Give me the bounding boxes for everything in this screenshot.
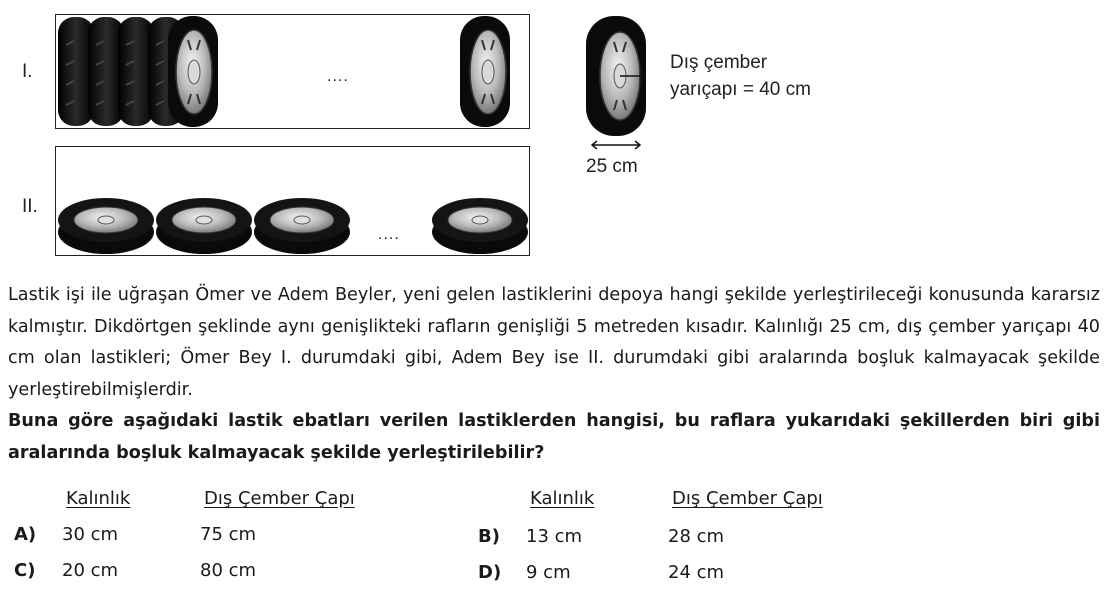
header-thickness-right: Kalınlık (530, 488, 595, 509)
thickness-label: 25 cm (586, 156, 638, 177)
header-diameter-right: Dış Çember Çapı (672, 488, 823, 509)
standing-tire (58, 17, 184, 126)
case-1-ellipsis: .... (327, 68, 349, 85)
header-thickness-left: Kalınlık (66, 488, 131, 509)
option-a-diameter: 75 cm (200, 524, 257, 545)
lying-tire (156, 198, 252, 254)
problem-paragraph: Lastik işi ile uğraşan Ömer ve Adem Beyler, yeni gelen lastiklerini depoya hangi şekilde yerleştirileceği konusunda kararsız kalmıştır. Dikdörtgen şeklinde aynı genişlikteki rafların genişliği 5 metreden kısadır. Kalınlığı 25 cm, dış çember yarıçapı 40 cm olan lastikleri; Ömer Bey I. durumdaki gibi, Adem Bey ise II. durumdaki gibi aralarında boşluk kalmayacak şekilde yerleştirebilmişlerdir. (8, 285, 1100, 400)
option-b-diameter: 28 cm (668, 526, 725, 547)
option-a-letter[interactable]: A) (14, 524, 37, 545)
option-c-thickness: 20 cm (62, 560, 119, 581)
header-diameter-left: Dış Çember Çapı (204, 488, 355, 509)
option-b-letter[interactable]: B) (478, 526, 500, 547)
case-2-label: II. (22, 196, 38, 217)
lying-tire (254, 198, 350, 254)
outer-radius-label-line1: Dış çember (670, 52, 768, 73)
single-tire-diagram (578, 14, 668, 159)
option-d-letter[interactable]: D) (478, 562, 502, 583)
option-c-letter[interactable]: C) (14, 560, 36, 581)
lying-tire (432, 198, 528, 254)
option-d-thickness: 9 cm (526, 562, 571, 583)
lying-tire (58, 198, 154, 254)
question-text: Buna göre aşağıdaki lastik ebatları verilen lastiklerden hangisi, bu raflara yukarıdaki şekillerden biri gibi aralarında boşluk kalmayacak şekilde yerleştirilebilir? (8, 411, 1100, 463)
case-1-label: I. (22, 61, 33, 82)
option-a-thickness: 30 cm (62, 524, 119, 545)
outer-radius-label (670, 50, 811, 103)
option-b-thickness: 13 cm (526, 526, 583, 547)
option-d-diameter: 24 cm (668, 562, 725, 583)
case-2-tires (56, 196, 529, 256)
case-1-tires (56, 15, 529, 128)
case-2-ellipsis: .... (378, 226, 400, 243)
outer-radius-label-line2: yarıçapı = 40 cm (670, 78, 811, 100)
option-c-diameter: 80 cm (200, 560, 257, 581)
